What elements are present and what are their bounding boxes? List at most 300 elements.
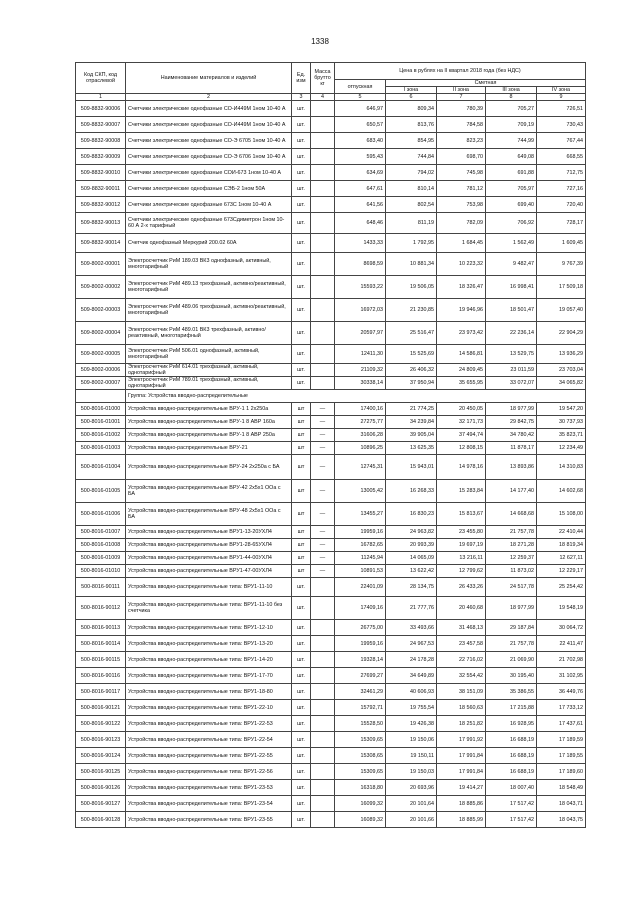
code-cell: 500-8016-90113 — [76, 620, 126, 636]
code-cell: 509-8002-00003 — [76, 299, 126, 322]
mass-cell: — — [311, 403, 335, 416]
unit-cell: шт — [292, 503, 311, 526]
price-zone1-cell: 15 943,01 — [386, 455, 437, 480]
table-row — [76, 539, 586, 552]
price-otpusk-cell: 19328,14 — [335, 652, 386, 668]
unit-cell: шт. — [292, 578, 311, 597]
table-row — [76, 197, 586, 213]
mass-cell: — — [311, 526, 335, 539]
table-row — [76, 149, 586, 165]
table-row — [76, 716, 586, 732]
price-zone1-cell: 39 905,04 — [386, 429, 437, 442]
unit-cell: шт. — [292, 276, 311, 299]
mass-cell — [311, 620, 335, 636]
table-row — [76, 403, 586, 416]
price-zone2-cell: 32 171,73 — [437, 416, 486, 429]
mass-cell — [311, 578, 335, 597]
price-zone3-cell: 23 011,59 — [486, 364, 537, 377]
code-cell: 500-8016-01005 — [76, 480, 126, 503]
price-zone4-cell: 726,51 — [537, 101, 586, 117]
table-row — [76, 101, 586, 117]
table-row — [76, 552, 586, 565]
price-zone1-cell: 1 792,95 — [386, 234, 437, 253]
price-zone3-cell: 11 873,02 — [486, 565, 537, 578]
unit-cell: шт. — [292, 764, 311, 780]
price-zone4-cell: 21 702,98 — [537, 652, 586, 668]
name-cell: Электросчетчик РиМ 489.13 трехфазный, активно/реактивный, многотарифный — [126, 276, 292, 299]
price-zone3-cell: 18 007,40 — [486, 780, 537, 796]
name-cell: Устройства вводно-распределительные ВРУ1-28-65УХЛ4 — [126, 539, 292, 552]
table-row — [76, 700, 586, 716]
price-otpusk-cell: 22401,09 — [335, 578, 386, 597]
mass-cell — [311, 748, 335, 764]
col-number: 5 — [335, 94, 386, 101]
unit-cell: шт. — [292, 165, 311, 181]
mass-cell — [311, 181, 335, 197]
price-zone2-cell: 22 716,02 — [437, 652, 486, 668]
unit-cell: шт — [292, 526, 311, 539]
name-cell: Счетчики электрические однофазные СО-И449М 1ном 10-40 А — [126, 101, 292, 117]
code-cell: 509-8002-00005 — [76, 345, 126, 364]
price-zone2-cell: 14 978,16 — [437, 455, 486, 480]
name-cell: Счетчик однофазный Меркурий 200.02 60А — [126, 234, 292, 253]
price-zone3-cell: 17 215,88 — [486, 700, 537, 716]
price-zone3-cell: 17 517,42 — [486, 812, 537, 828]
unit-cell: шт. — [292, 652, 311, 668]
mass-cell — [311, 700, 335, 716]
code-cell: 500-8016-01001 — [76, 416, 126, 429]
unit-cell: шт. — [292, 796, 311, 812]
price-zone1-cell: 10 881,34 — [386, 253, 437, 276]
table-row — [76, 429, 586, 442]
price-zone2-cell: 780,39 — [437, 101, 486, 117]
price-zone1-cell: 28 134,75 — [386, 578, 437, 597]
name-cell: Счетчики электрические однофазные 673Сдиметрон 1ном 10-60 А 2-х тарифный — [126, 213, 292, 234]
name-cell: Устройства вводно-распределительные типа: ВРУ1-23-53 — [126, 780, 292, 796]
price-otpusk-cell: 16782,65 — [335, 539, 386, 552]
price-zone1-cell: 21 774,25 — [386, 403, 437, 416]
price-zone4-cell: 34 065,82 — [537, 377, 586, 390]
table-row — [76, 812, 586, 828]
price-zone3-cell: 21 757,78 — [486, 526, 537, 539]
unit-cell: шт. — [292, 197, 311, 213]
price-zone2-cell: 19 946,96 — [437, 299, 486, 322]
price-otpusk-cell: 21109,32 — [335, 364, 386, 377]
code-cell: 509-8002-00002 — [76, 276, 126, 299]
price-zone1-cell: 794,02 — [386, 165, 437, 181]
price-zone3-cell: 691,88 — [486, 165, 537, 181]
code-cell: 509-8832-90006 — [76, 101, 126, 117]
price-zone3-cell: 16 688,19 — [486, 764, 537, 780]
col-number: 2 — [126, 94, 292, 101]
price-zone3-cell: 1 562,49 — [486, 234, 537, 253]
price-zone1-cell: 21 777,76 — [386, 597, 437, 620]
price-zone4-cell: 19 548,19 — [537, 597, 586, 620]
table-row — [76, 732, 586, 748]
name-cell: Устройства вводно-распределительные ВРУ1-44-00УХЛ4 — [126, 552, 292, 565]
price-zone1-cell: 813,76 — [386, 117, 437, 133]
price-otpusk-cell: 13005,42 — [335, 480, 386, 503]
price-zone4-cell: 12 627,11 — [537, 552, 586, 565]
header-otpusk: отпускная — [335, 80, 386, 94]
price-zone2-cell: 35 655,95 — [437, 377, 486, 390]
mass-cell — [311, 668, 335, 684]
price-zone4-cell: 19 057,40 — [537, 299, 586, 322]
mass-cell — [311, 117, 335, 133]
price-otpusk-cell: 17400,16 — [335, 403, 386, 416]
code-cell: 500-8016-90123 — [76, 732, 126, 748]
price-otpusk-cell: 15792,71 — [335, 700, 386, 716]
table-row — [76, 764, 586, 780]
unit-cell: шт. — [292, 732, 311, 748]
code-cell: 500-8016-01007 — [76, 526, 126, 539]
unit-cell: шт. — [292, 181, 311, 197]
header-code: Код СКП, код отраслевой — [76, 63, 126, 94]
table-row — [76, 181, 586, 197]
price-otpusk-cell: 27275,77 — [335, 416, 386, 429]
price-otpusk-cell: 12411,30 — [335, 345, 386, 364]
price-zone4-cell: 9 767,39 — [537, 253, 586, 276]
name-cell: Устройства вводно-распределительные ВРУ1-13-20УХЛ4 — [126, 526, 292, 539]
code-cell: 500-8016-90114 — [76, 636, 126, 652]
unit-cell: шт. — [292, 812, 311, 828]
unit-cell: шт. — [292, 133, 311, 149]
name-cell: Устройства вводно-распределительные типа: ВРУ1-18-80 — [126, 684, 292, 700]
name-cell: Устройства вводно-распределительные ВРУ-48 2x5х1 ООа с БА — [126, 503, 292, 526]
page-number: 1338 — [311, 37, 329, 46]
table-row — [76, 299, 586, 322]
price-zone2-cell: 753,98 — [437, 197, 486, 213]
price-zone3-cell: 13 529,75 — [486, 345, 537, 364]
unit-cell: шт. — [292, 213, 311, 234]
price-zone3-cell: 705,97 — [486, 181, 537, 197]
code-cell: 500-8016-90125 — [76, 764, 126, 780]
name-cell: Устройства вводно-распределительные типа: ВРУ1-14-20 — [126, 652, 292, 668]
code-cell: 500-8016-90127 — [76, 796, 126, 812]
name-cell: Устройства вводно-распределительные типа: ВРУ1-22-56 — [126, 764, 292, 780]
code-cell: 509-8832-90013 — [76, 213, 126, 234]
unit-cell: шт. — [292, 322, 311, 345]
unit-cell: шт. — [292, 253, 311, 276]
mass-cell: — — [311, 416, 335, 429]
price-zone4-cell: 22 904,29 — [537, 322, 586, 345]
price-zone2-cell: 17 991,84 — [437, 748, 486, 764]
table-row — [76, 276, 586, 299]
price-zone2-cell: 18 251,82 — [437, 716, 486, 732]
name-cell: Электросчетчик РиМ 189.03 ВК3 однофазный, активный, многотарифный — [126, 253, 292, 276]
table-row — [76, 578, 586, 597]
price-zone2-cell: 14 586,81 — [437, 345, 486, 364]
header-zone3: III зона — [486, 87, 537, 94]
code-cell: 509-8832-90008 — [76, 133, 126, 149]
code-cell: 500-8016-01002 — [76, 429, 126, 442]
price-zone3-cell: 33 072,07 — [486, 377, 537, 390]
table-row — [76, 416, 586, 429]
price-otpusk-cell: 19959,16 — [335, 636, 386, 652]
table-row — [76, 234, 586, 253]
price-zone4-cell: 31 102,95 — [537, 668, 586, 684]
unit-cell: шт. — [292, 780, 311, 796]
unit-cell: шт. — [292, 101, 311, 117]
price-zone2-cell: 784,58 — [437, 117, 486, 133]
code-cell: 500-8016-90112 — [76, 597, 126, 620]
price-zone2-cell: 24 809,45 — [437, 364, 486, 377]
price-zone1-cell: 33 493,66 — [386, 620, 437, 636]
code-cell: 509-8002-00004 — [76, 322, 126, 345]
code-cell: 500-8016-90128 — [76, 812, 126, 828]
name-cell: Устройства вводно-распределительные типа: ВРУ1-22-54 — [126, 732, 292, 748]
table-row — [76, 253, 586, 276]
unit-cell: шт — [292, 480, 311, 503]
mass-cell — [311, 234, 335, 253]
name-cell: Устройства вводно-распределительные типа: ВРУ1-11-10 без счетчика — [126, 597, 292, 620]
price-otpusk-cell: 30338,14 — [335, 377, 386, 390]
price-zone2-cell: 20 450,05 — [437, 403, 486, 416]
price-zone4-cell: 17 437,61 — [537, 716, 586, 732]
header-zone2: II зона — [437, 87, 486, 94]
price-zone4-cell: 14 310,83 — [537, 455, 586, 480]
name-cell: Электросчетчик РиМ 614.01 трехфазный, активный, однотарифный — [126, 364, 292, 377]
price-zone4-cell: 17 189,60 — [537, 764, 586, 780]
unit-cell: шт — [292, 429, 311, 442]
price-zone3-cell: 30 195,40 — [486, 668, 537, 684]
name-cell: Счетчики электрические однофазные СО-И449М 1ном 10-40 А — [126, 117, 292, 133]
name-cell: Устройства вводно-распределительные ВРУ-1 8 АВР 250а — [126, 429, 292, 442]
name-cell: Устройства вводно-распределительные ВРУ-1 1 2x250а — [126, 403, 292, 416]
name-cell: Устройства вводно-распределительные типа: ВРУ1-22-53 — [126, 716, 292, 732]
table-row — [76, 322, 586, 345]
table-row — [76, 117, 586, 133]
mass-cell: — — [311, 429, 335, 442]
price-zone1-cell: 13 622,42 — [386, 565, 437, 578]
price-zone2-cell: 23 457,58 — [437, 636, 486, 652]
mass-cell: — — [311, 442, 335, 455]
mass-cell — [311, 732, 335, 748]
mass-cell — [311, 149, 335, 165]
price-zone1-cell: 40 606,93 — [386, 684, 437, 700]
price-zone1-cell: 809,34 — [386, 101, 437, 117]
table-row — [76, 480, 586, 503]
mass-cell: — — [311, 552, 335, 565]
code-cell: 509-8832-90010 — [76, 165, 126, 181]
unit-cell: шт. — [292, 636, 311, 652]
name-cell: Устройства вводно-распределительные типа: ВРУ1-23-55 — [126, 812, 292, 828]
price-zone4-cell: 720,40 — [537, 197, 586, 213]
table-row — [76, 668, 586, 684]
price-otpusk-cell: 650,57 — [335, 117, 386, 133]
code-cell: 500-8016-90126 — [76, 780, 126, 796]
price-otpusk-cell: 16099,32 — [335, 796, 386, 812]
price-zone3-cell: 709,19 — [486, 117, 537, 133]
header-price: Цена в рублях на II квартал 2018 года (без НДС) — [335, 63, 586, 80]
price-zone1-cell: 19 755,54 — [386, 700, 437, 716]
price-zone2-cell: 18 326,47 — [437, 276, 486, 299]
price-zone4-cell: 1 609,45 — [537, 234, 586, 253]
price-zone2-cell: 20 460,68 — [437, 597, 486, 620]
price-zone2-cell: 823,23 — [437, 133, 486, 149]
price-zone4-cell: 35 823,71 — [537, 429, 586, 442]
table-row — [76, 748, 586, 764]
header-zone4: IV зона — [537, 87, 586, 94]
code-cell: 500-8016-01010 — [76, 565, 126, 578]
code-cell: 500-8016-90111 — [76, 578, 126, 597]
price-otpusk-cell: 17409,16 — [335, 597, 386, 620]
code-cell: 509-8832-90014 — [76, 234, 126, 253]
col-number: 4 — [311, 94, 335, 101]
price-zone3-cell: 16 998,41 — [486, 276, 537, 299]
table-row — [76, 780, 586, 796]
name-cell: Счетчики электрические однофазные СЭБ-2 1ном 50А — [126, 181, 292, 197]
price-zone2-cell: 17 991,92 — [437, 732, 486, 748]
price-zone1-cell: 19 150,03 — [386, 764, 437, 780]
price-zone4-cell: 13 936,29 — [537, 345, 586, 364]
price-otpusk-cell: 15309,65 — [335, 732, 386, 748]
price-zone2-cell: 23 455,80 — [437, 526, 486, 539]
table-row — [76, 364, 586, 377]
name-cell: Устройства вводно-распределительные типа: ВРУ1-23-54 — [126, 796, 292, 812]
price-zone1-cell: 34 649,89 — [386, 668, 437, 684]
price-zone3-cell: 699,40 — [486, 197, 537, 213]
price-zone4-cell: 17 733,12 — [537, 700, 586, 716]
code-cell: 500-8016-01009 — [76, 552, 126, 565]
price-otpusk-cell: 13455,27 — [335, 503, 386, 526]
unit-cell: шт. — [292, 234, 311, 253]
name-cell: Электросчетчик РиМ 489.06 трехфазный, активно/реактивный, многотарифный — [126, 299, 292, 322]
name-cell: Устройства вводно-распределительные ВРУ1-47-00УХЛ4 — [126, 565, 292, 578]
price-zone4-cell: 25 254,42 — [537, 578, 586, 597]
price-zone4-cell: 19 547,20 — [537, 403, 586, 416]
price-zone1-cell: 24 963,82 — [386, 526, 437, 539]
price-zone4-cell: 712,75 — [537, 165, 586, 181]
mass-cell — [311, 101, 335, 117]
unit-cell: шт — [292, 565, 311, 578]
price-zone4-cell: 728,17 — [537, 213, 586, 234]
code-cell: 500-8016-90122 — [76, 716, 126, 732]
price-zone1-cell: 811,19 — [386, 213, 437, 234]
mass-cell — [311, 780, 335, 796]
price-zone4-cell: 30 737,93 — [537, 416, 586, 429]
name-cell: Электросчетчик РиМ 506.01 однофазный, активный, многотарифный — [126, 345, 292, 364]
mass-cell: — — [311, 503, 335, 526]
price-zone2-cell: 38 151,09 — [437, 684, 486, 700]
price-zone4-cell: 727,16 — [537, 181, 586, 197]
price-table — [75, 62, 586, 828]
price-otpusk-cell: 641,56 — [335, 197, 386, 213]
price-otpusk-cell: 634,69 — [335, 165, 386, 181]
price-zone1-cell: 21 230,85 — [386, 299, 437, 322]
code-cell: 500-8016-90116 — [76, 668, 126, 684]
price-zone2-cell: 19 414,27 — [437, 780, 486, 796]
name-cell: Счетчики электрические однофазные 673С 1ном 10-40 А — [126, 197, 292, 213]
price-zone3-cell: 744,99 — [486, 133, 537, 149]
code-cell: 509-8832-90012 — [76, 197, 126, 213]
mass-cell — [311, 636, 335, 652]
name-cell: Счетчики электрические однофазные СО-Э 6706 1ном 10-40 А — [126, 149, 292, 165]
mass-cell — [311, 764, 335, 780]
header-zone1: I зона — [386, 87, 437, 94]
code-cell: 500-8016-01003 — [76, 442, 126, 455]
unit-cell: шт. — [292, 684, 311, 700]
price-zone4-cell: 767,44 — [537, 133, 586, 149]
price-zone2-cell: 17 991,84 — [437, 764, 486, 780]
unit-cell: шт. — [292, 117, 311, 133]
price-zone3-cell: 11 878,17 — [486, 442, 537, 455]
unit-cell: шт. — [292, 668, 311, 684]
price-zone2-cell: 15 813,67 — [437, 503, 486, 526]
table-row — [76, 442, 586, 455]
table-row — [76, 796, 586, 812]
price-zone4-cell: 36 449,76 — [537, 684, 586, 700]
table-row — [76, 620, 586, 636]
price-otpusk-cell: 8698,59 — [335, 253, 386, 276]
code-cell: 509-8002-00006 — [76, 364, 126, 377]
unit-cell: шт — [292, 455, 311, 480]
name-cell: Устройства вводно-распределительные типа: ВРУ1-22-10 — [126, 700, 292, 716]
name-cell: Устройства вводно-распределительные ВРУ-21 — [126, 442, 292, 455]
price-zone2-cell: 19 697,19 — [437, 539, 486, 552]
mass-cell — [311, 716, 335, 732]
price-zone4-cell: 17 509,18 — [537, 276, 586, 299]
unit-cell: шт — [292, 416, 311, 429]
price-zone2-cell: 782,09 — [437, 213, 486, 234]
price-zone3-cell: 705,27 — [486, 101, 537, 117]
price-otpusk-cell: 10896,25 — [335, 442, 386, 455]
price-zone3-cell: 17 517,42 — [486, 796, 537, 812]
price-otpusk-cell: 12745,31 — [335, 455, 386, 480]
price-zone3-cell: 24 517,78 — [486, 578, 537, 597]
name-cell: Устройства вводно-распределительные ВРУ-42 2x5х1 ООа с БА — [126, 480, 292, 503]
price-zone1-cell: 34 239,84 — [386, 416, 437, 429]
mass-cell: — — [311, 539, 335, 552]
price-otpusk-cell: 32461,29 — [335, 684, 386, 700]
code-cell: 509-8002-00001 — [76, 253, 126, 276]
price-zone1-cell: 26 406,32 — [386, 364, 437, 377]
code-cell: 500-8016-01000 — [76, 403, 126, 416]
price-zone3-cell: 18 977,99 — [486, 403, 537, 416]
price-otpusk-cell: 15593,22 — [335, 276, 386, 299]
price-zone4-cell: 730,43 — [537, 117, 586, 133]
price-zone2-cell: 15 283,84 — [437, 480, 486, 503]
name-cell: Устройства вводно-распределительные типа: ВРУ1-17-70 — [126, 668, 292, 684]
price-otpusk-cell: 11245,94 — [335, 552, 386, 565]
code-cell: 500-8016-90124 — [76, 748, 126, 764]
code-cell: 500-8016-90115 — [76, 652, 126, 668]
header-unit: Ед. изм — [292, 63, 311, 94]
name-cell: Устройства вводно-распределительные типа: ВРУ1-11-10 — [126, 578, 292, 597]
price-zone2-cell: 18 885,99 — [437, 812, 486, 828]
price-zone2-cell: 10 223,32 — [437, 253, 486, 276]
price-otpusk-cell: 15309,65 — [335, 764, 386, 780]
price-zone3-cell: 13 893,86 — [486, 455, 537, 480]
table-row — [76, 133, 586, 149]
unit-cell: шт. — [292, 748, 311, 764]
price-zone2-cell: 18 560,63 — [437, 700, 486, 716]
price-zone3-cell: 9 482,47 — [486, 253, 537, 276]
price-zone4-cell: 17 189,55 — [537, 748, 586, 764]
col-number: 8 — [486, 94, 537, 101]
name-cell: Электросчетчик РиМ 489.01 ВК3 трехфазный, активно/реактивный, многотарифный — [126, 322, 292, 345]
table-row — [76, 526, 586, 539]
price-zone2-cell: 12 799,62 — [437, 565, 486, 578]
price-zone2-cell: 12 808,15 — [437, 442, 486, 455]
mass-cell — [311, 322, 335, 345]
price-zone1-cell: 744,84 — [386, 149, 437, 165]
table-row — [76, 213, 586, 234]
unit-cell: шт. — [292, 716, 311, 732]
price-otpusk-cell: 27699,27 — [335, 668, 386, 684]
code-cell: 500-8016-01006 — [76, 503, 126, 526]
mass-cell — [311, 165, 335, 181]
